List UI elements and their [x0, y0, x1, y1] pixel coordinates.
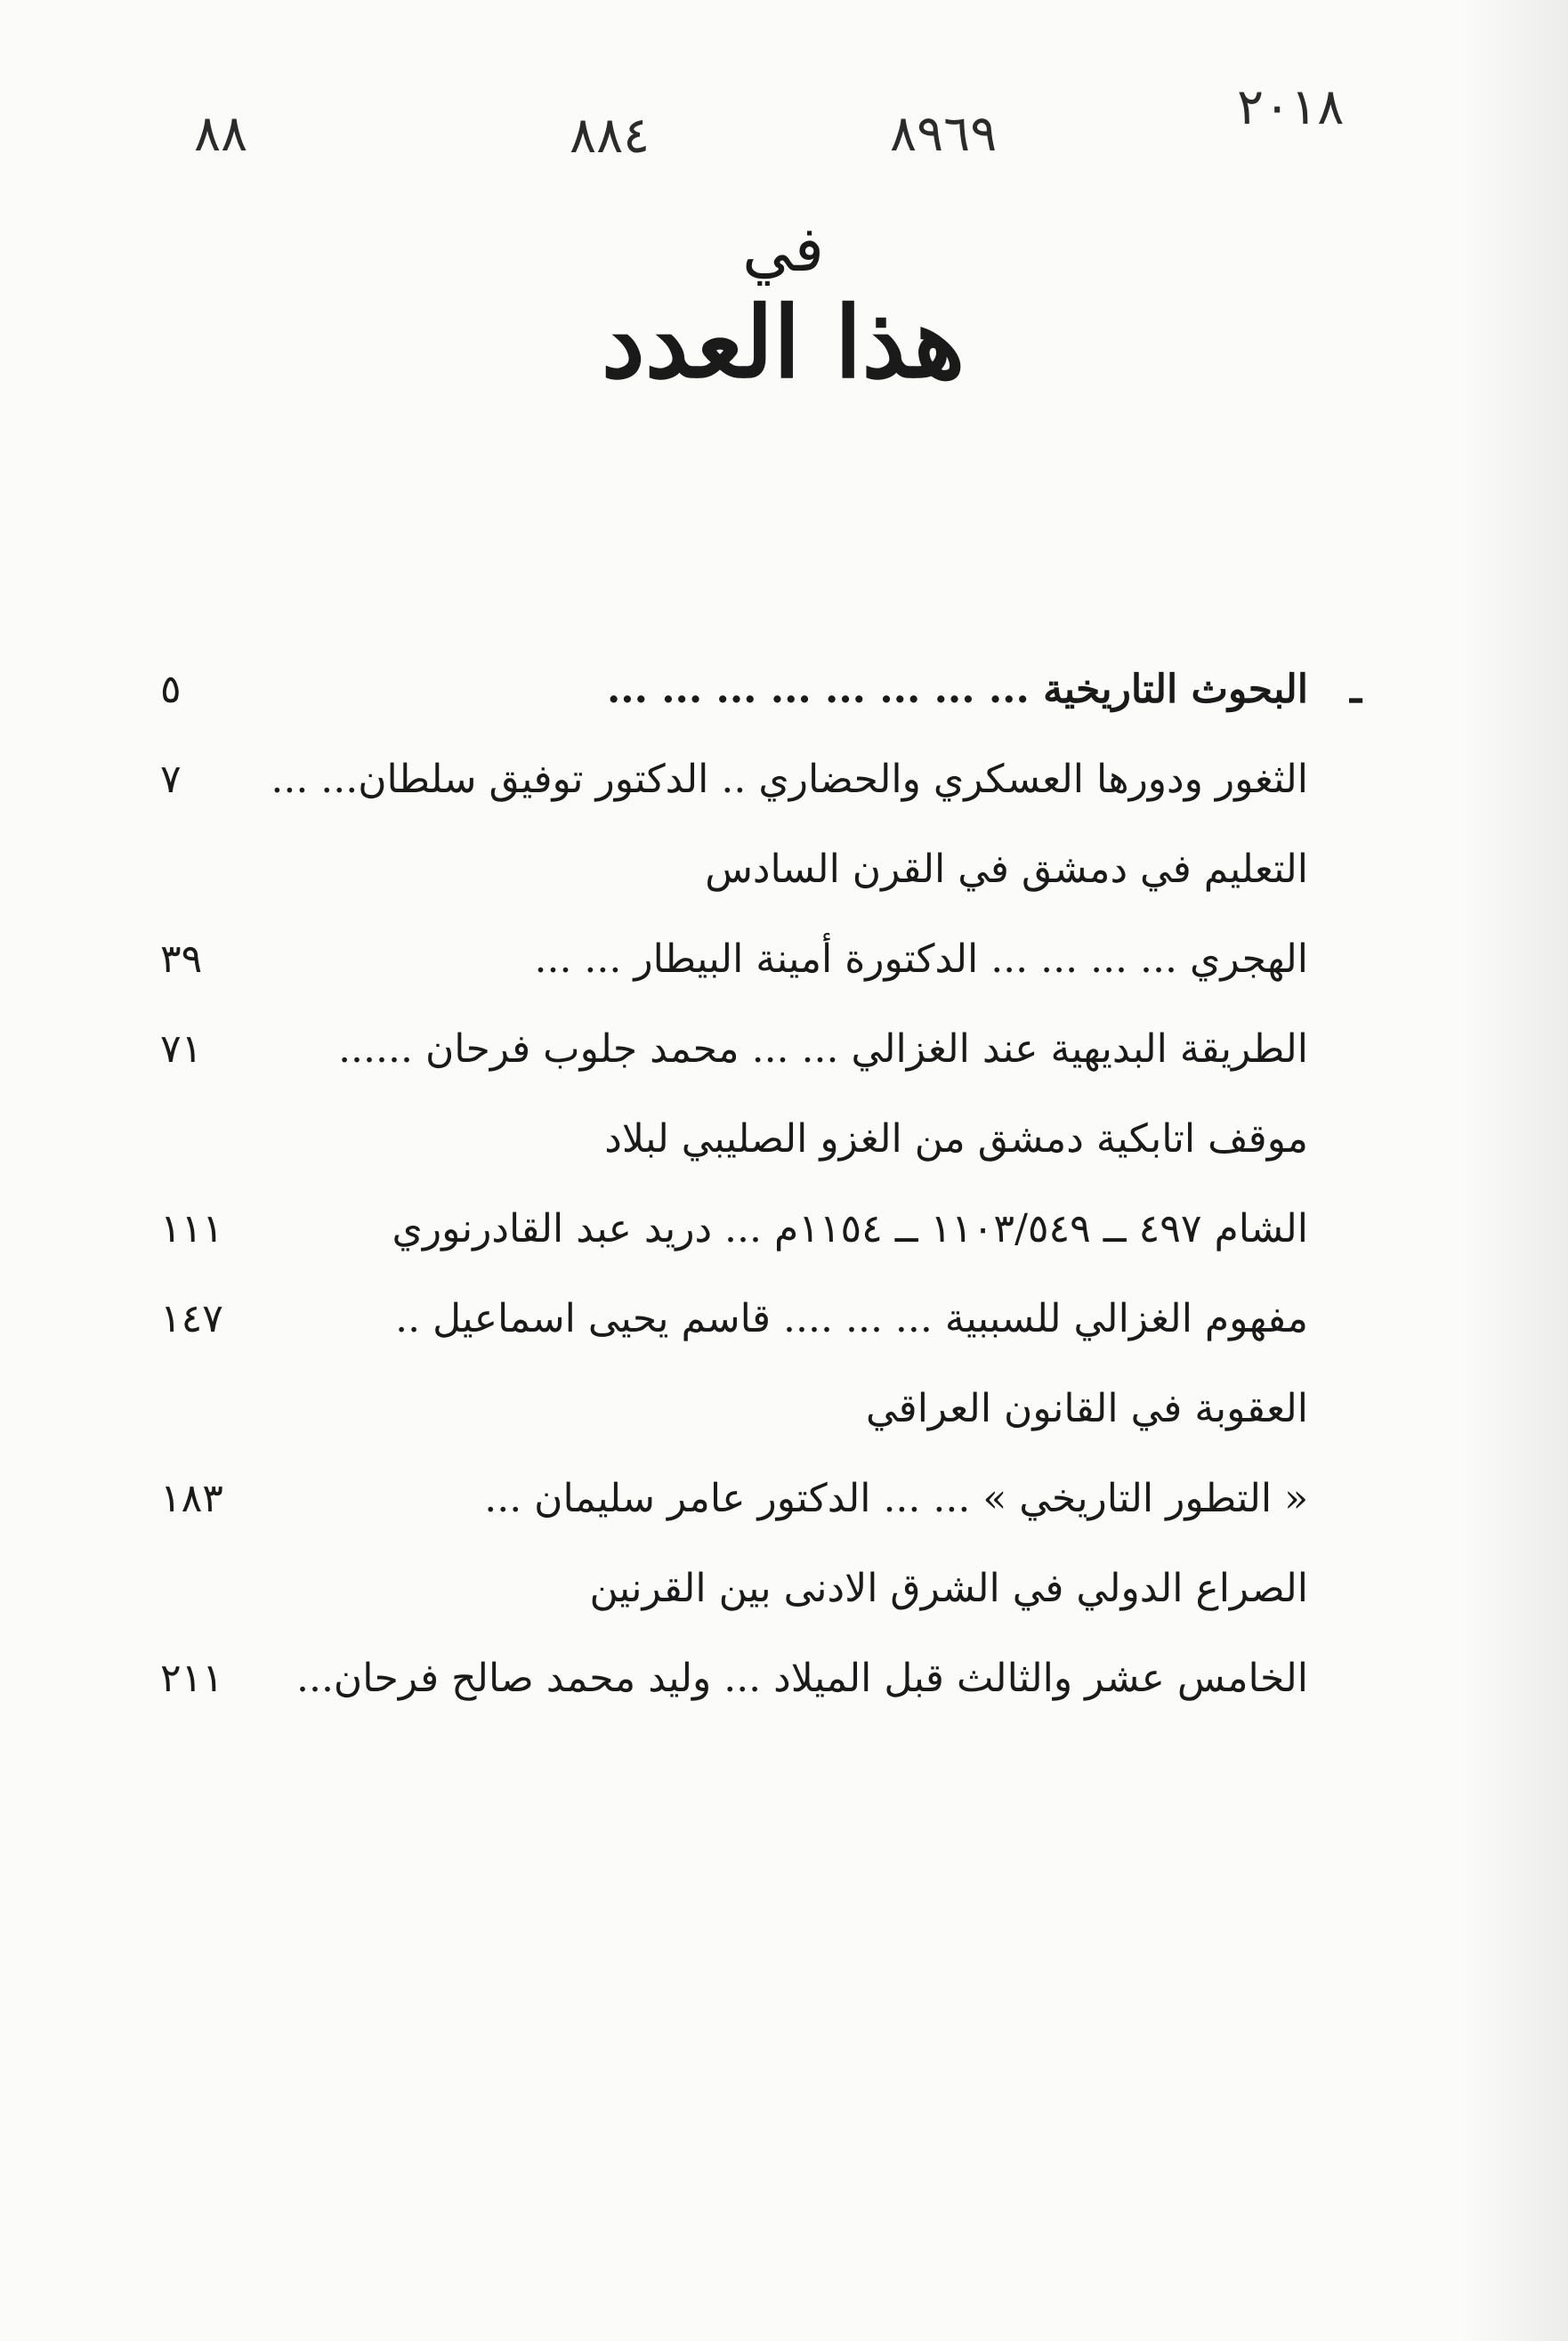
toc-page-number: ١٨٣ [160, 1476, 223, 1521]
toc-entry-text: التعليم في دمشق في القرن السادس [705, 846, 1308, 892]
toc-entry-text: العقوبة في القانون العراقي [866, 1386, 1308, 1431]
toc-page-number: ٧ [160, 757, 182, 802]
toc-entry-text: الطريقة البديهية عند الغزالي ... ... محمد جلوب فرحان ...... [338, 1026, 1308, 1072]
title-main: هذا العدد [601, 285, 966, 400]
toc-entry-text: الشام ٤٩٧ ــ ١١٠٣/٥٤٩ ــ ١١٥٤م ... دريد عبد القادرنوري [392, 1206, 1308, 1252]
toc-page-number: ٢١١ [160, 1656, 223, 1701]
toc-entry-text: الهجري ... ... ... ... الدكتورة أمينة البيطار ... ... [534, 936, 1308, 982]
toc-entry-text: مفهوم الغزالي للسببية ... ... .... قاسم يحيى اسماعيل .. [395, 1296, 1308, 1341]
toc-entry-text: الثغور ودورها العسكري والحضاري .. الدكتور توفيق سلطان... ... [271, 757, 1308, 802]
toc-page-number: ١٤٧ [160, 1296, 223, 1341]
table-of-contents [160, 659, 1362, 1738]
toc-entry-text: موقف اتابكية دمشق من الغزو الصليبي لبلاد [604, 1116, 1308, 1162]
toc-row [160, 1018, 1308, 1108]
toc-entry-text: الخامس عشر والثالث قبل الميلاد ... وليد محمد صالح فرحان... [295, 1656, 1308, 1701]
toc-row [160, 1288, 1308, 1378]
toc-row [160, 1648, 1308, 1738]
toc-row [160, 1558, 1308, 1648]
toc-entry-text: « التطور التاريخي » ... ... الدكتور عامر سليمان ... [484, 1476, 1308, 1521]
toc-page-number: ٧١ [160, 1026, 203, 1072]
handwritten-number: ٢٠١٨ [1237, 78, 1345, 136]
toc-row [160, 838, 1308, 928]
title-prefix: في [742, 213, 824, 286]
toc-row [160, 1198, 1308, 1288]
toc-entry-text: البحوث التاريخية ... ... ... ... ... ... ... ... [606, 667, 1308, 712]
toc-row [160, 1468, 1308, 1558]
handwritten-number: ٨٨ [194, 105, 248, 163]
toc-page-number: ٥ [160, 667, 182, 712]
toc-row [160, 1378, 1308, 1468]
section-dash: ـ [1350, 667, 1362, 712]
toc-page-number: ٣٩ [160, 936, 203, 982]
page-title [534, 214, 1032, 409]
toc-entry-text: الصراع الدولي في الشرق الادنى بين القرنين [589, 1566, 1308, 1611]
toc-row [160, 659, 1362, 749]
page-edge-shadow [1461, 0, 1568, 2341]
toc-row [160, 749, 1308, 838]
handwritten-number: ٨٨٤ [570, 107, 651, 165]
handwritten-number: ٨٩٦٩ [890, 105, 998, 163]
toc-row [160, 1108, 1308, 1198]
toc-row [160, 928, 1308, 1018]
toc-page-number: ١١١ [160, 1206, 223, 1252]
